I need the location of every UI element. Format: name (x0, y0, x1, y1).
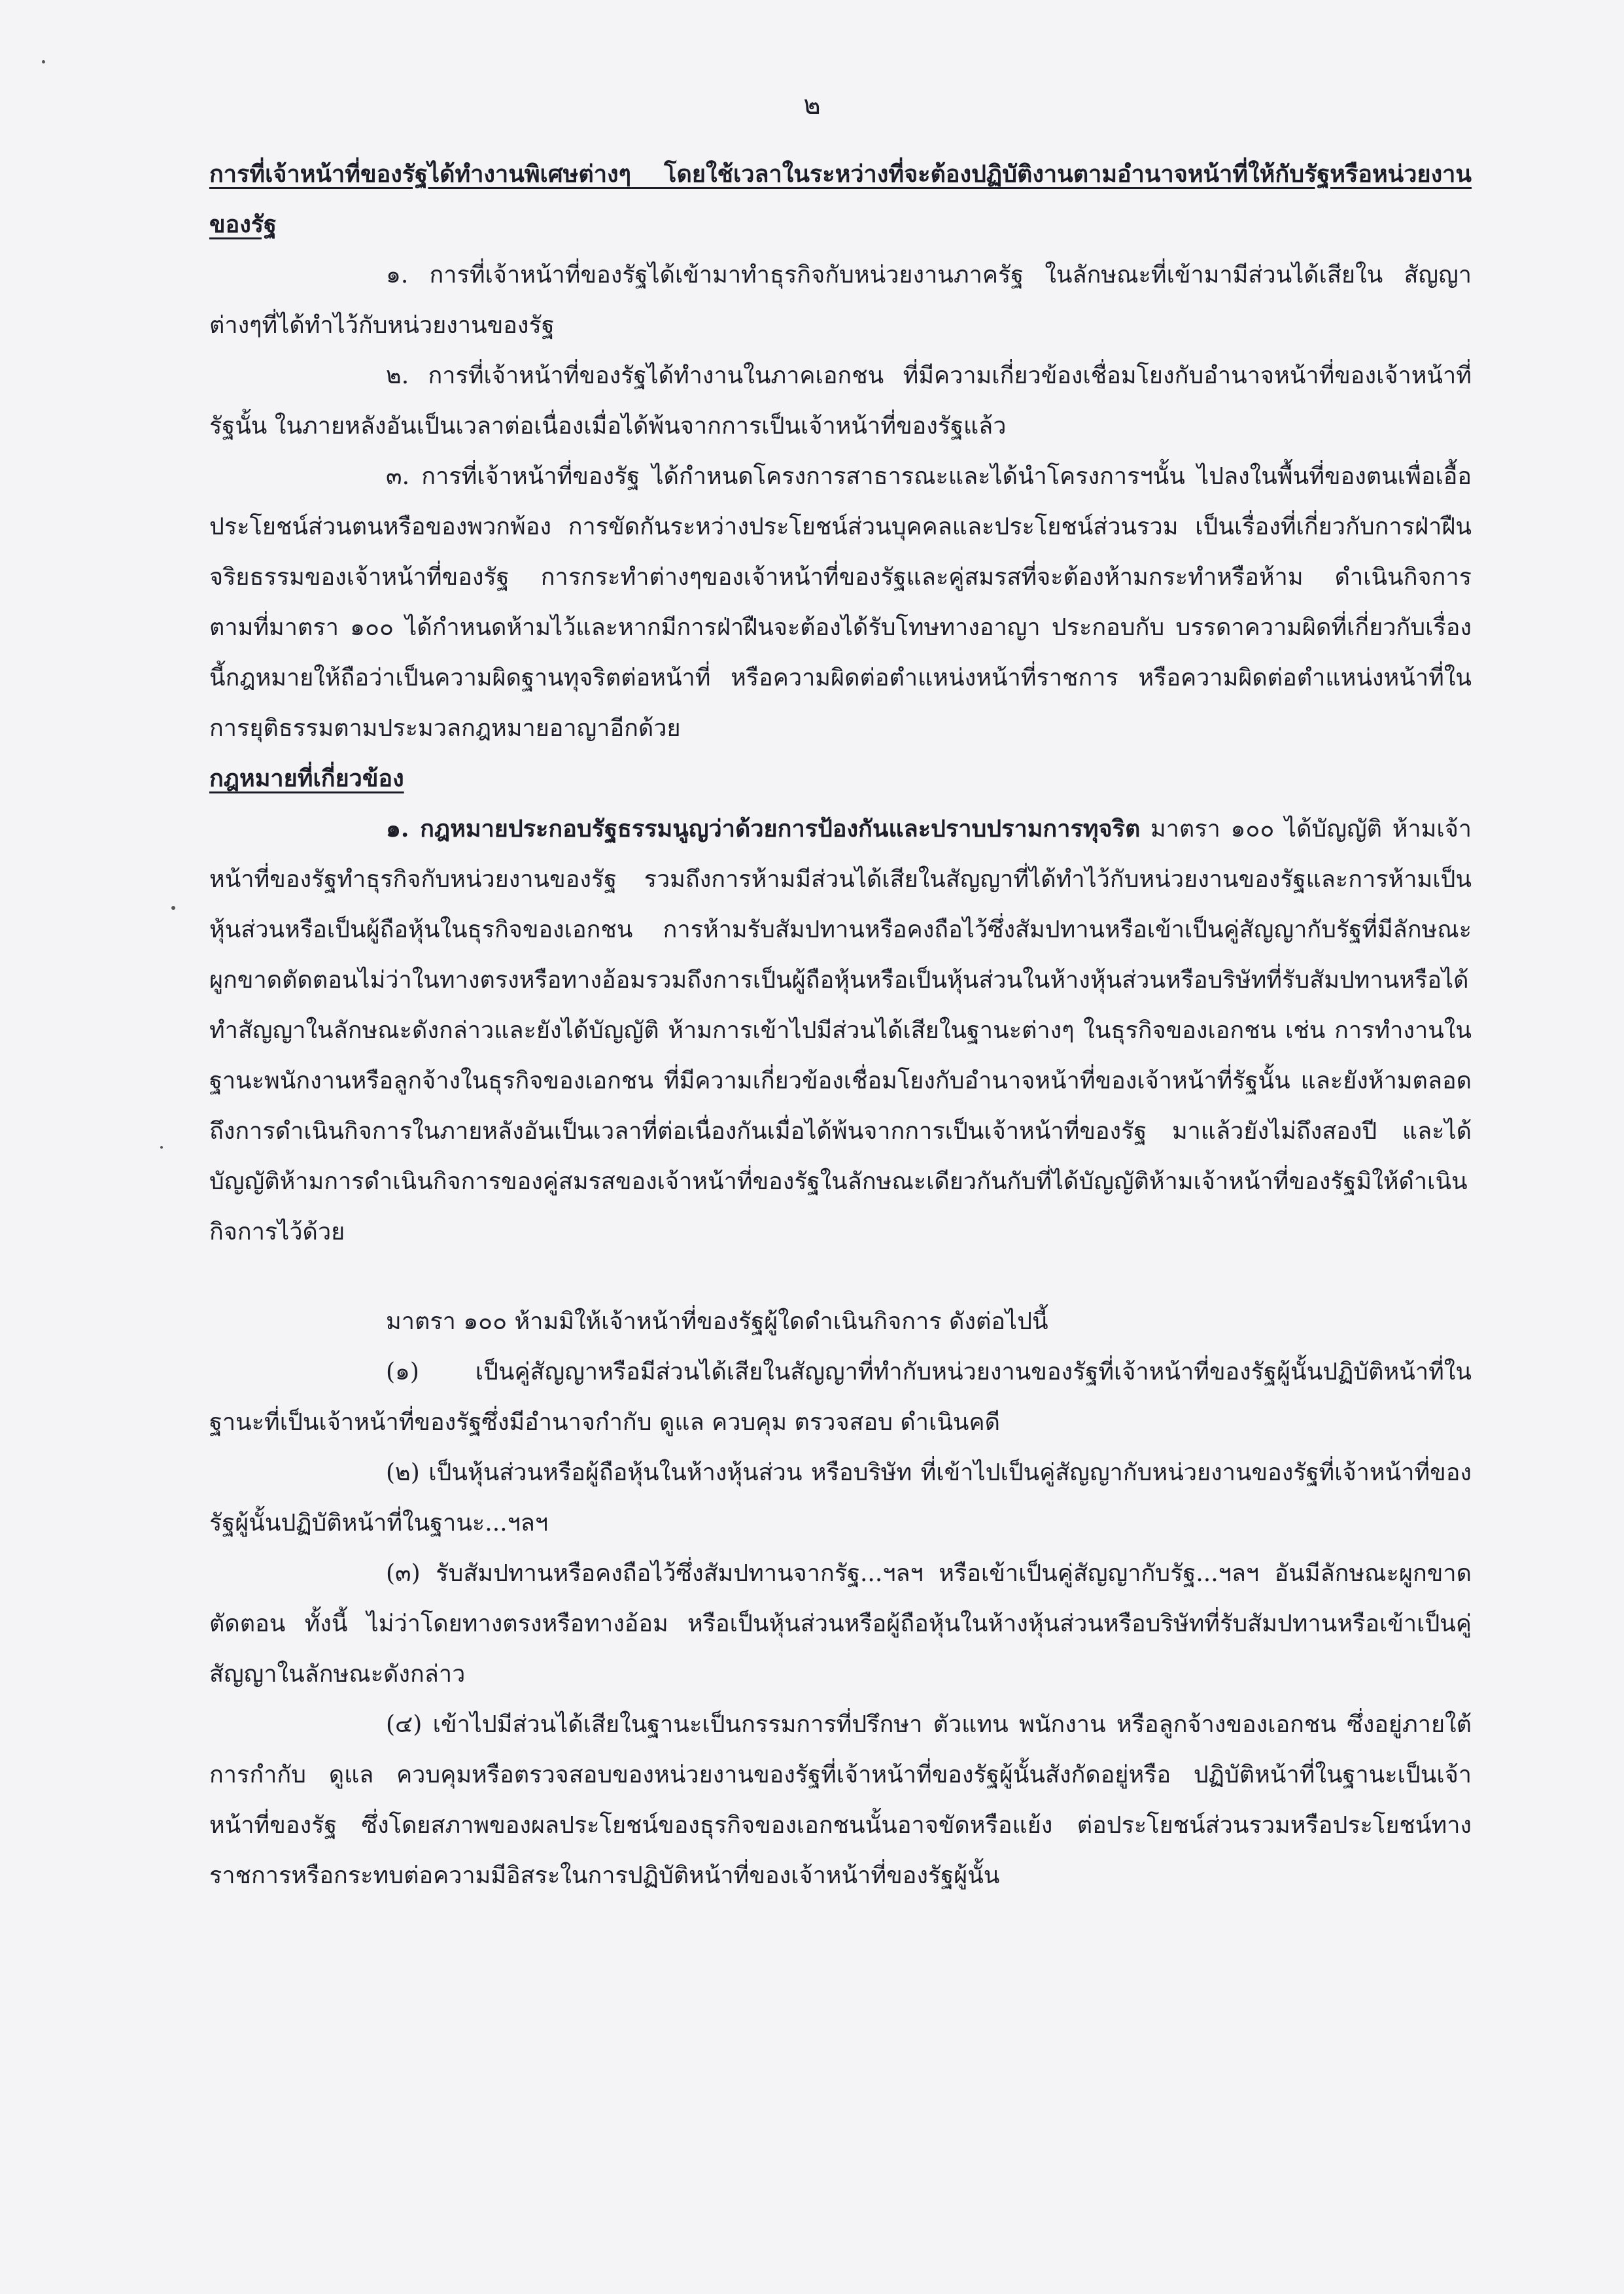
paragraph-item-1: ๑. การที่เจ้าหน้าที่ของรัฐได้เข้ามาทำธุรกิจกับหน่วยงานภาครัฐ ในลักษณะที่เข้ามามีส่วนได้เสียใน สัญญาต่างๆที่ได้ทำไว้กับหน่วยงานของรัฐ (209, 262, 1472, 339)
scan-speck (42, 60, 45, 63)
article-clause-1: (๑) เป็นคู่สัญญาหรือมีส่วนได้เสียในสัญญาที่ทำกับหน่วยงานของรัฐที่เจ้าหน้าที่ของรัฐผู้นั้นปฏิบัติหน้าที่ในฐานะที่เป็นเจ้าหน้าที่ของรัฐซึ่งมีอำนาจกำกับ ดูแล ควบคุม ตรวจสอบ ดำเนินคดี (209, 1359, 1472, 1436)
law-body: มาตรา ๑๐๐ ได้บัญญัติ ห้ามเจ้าหน้าที่ของรัฐทำธุรกิจกับหน่วยงานของรัฐ รวมถึงการห้ามมีส่วนได้เสียในสัญญาที่ได้ทำไว้กับหน่วยงานของรัฐและการห้ามเป็นหุ้นส่วนหรือเป็นผู้ถือหุ้นในธุรกิจของเอกชน การห้ามรับสัมปทานหรือคงถือไว้ซึ่งสัมปทานหรือเข้าเป็นคู่สัญญากับรัฐที่มีลักษณะผูกขาดตัดตอนไม่ว่าในทางตรงหรือทางอ้อมรวมถึงการเป็นผู้ถือหุ้นหรือเป็นหุ้นส่วนในห้างหุ้นส่วนหรือบริษัทที่รับสัมปทานหรือได้ทำสัญญาในลักษณะดังกล่าวและยังได้บัญญัติ ห้ามการเข้าไปมีส่วนได้เสียในฐานะต่างๆ ในธุรกิจของเอกชน เช่น การทำงานในฐานะพนักงานหรือลูกจ้างในธุรกิจของเอกชน ที่มีความเกี่ยวข้องเชื่อมโยงกับอำนาจหน้าที่ของเจ้าหน้าที่รัฐนั้น และยังห้ามตลอดถึงการดำเนินกิจการในภายหลังอันเป็นเวลาที่ต่อเนื่องกันเมื่อได้พ้นจากการเป็นเจ้าหน้าที่ของรัฐ มาแล้วยังไม่ถึงสองปี และได้บัญญัติห้ามการดำเนินกิจการของคู่สมรสของเจ้าหน้าที่ของรัฐในลักษณะเดียวกันกับที่ได้บัญญัติห้ามเจ้าหน้าที่ของรัฐมิให้ดำเนินกิจการไว้ด้วย (209, 816, 1472, 1245)
paragraph-item-3: ๓. การที่เจ้าหน้าที่ของรัฐ ได้กำหนดโครงการสาธารณะและได้นำโครงการฯนั้น ไปลงในพื้นที่ของตนเพื่อเอื้อประโยชน์ส่วนตนหรือของพวกพ้อง การขัดกันระหว่างประโยชน์ส่วนบุคคลและประโยชน์ส่วนรวม เป็นเรื่องที่เกี่ยวกับการฝ่าฝืน จริยธรรมของเจ้าหน้าที่ของรัฐ การกระทำต่างๆของเจ้าหน้าที่ของรัฐและคู่สมรสที่จะต้องห้ามกระทำหรือห้าม ดำเนินกิจการ ตามที่มาตรา ๑๐๐ ได้กำหนดห้ามไว้และหากมีการฝ่าฝืนจะต้องได้รับโทษทางอาญา ประกอบกับ บรรดาความผิดที่เกี่ยวกับเรื่องนี้กฎหมายให้ถือว่าเป็นความผิดฐานทุจริตต่อหน้าที่ หรือความผิดต่อตำแหน่งหน้าที่ราชการ หรือความผิดต่อตำแหน่งหน้าที่ในการยุติธรรมตามประมวลกฎหมายอาญาอีกด้วย (209, 463, 1472, 742)
article-clause-3: (๓) รับสัมปทานหรือคงถือไว้ซึ่งสัมปทานจากรัฐ...ฯลฯ หรือเข้าเป็นคู่สัญญากับรัฐ...ฯลฯ อันมีลักษณะผูกขาดตัดตอน ทั้งนี้ ไม่ว่าโดยทางตรงหรือทางอ้อม หรือเป็นหุ้นส่วนหรือผู้ถือหุ้นในห้างหุ้นส่วนหรือบริษัทที่รับสัมปทานหรือเข้าเป็นคู่สัญญาในลักษณะดังกล่าว (209, 1560, 1472, 1688)
document-body (209, 149, 1472, 1901)
article-clause-4: (๔) เข้าไปมีส่วนได้เสียในฐานะเป็นกรรมการที่ปรึกษา ตัวแทน พนักงาน หรือลูกจ้างของเอกชน ซึ่งอยู่ภายใต้การกำกับ ดูแล ควบคุมหรือตรวจสอบของหน่วยงานของรัฐที่เจ้าหน้าที่ของรัฐผู้นั้นสังกัดอยู่หรือ ปฏิบัติหน้าที่ในฐานะเป็นเจ้าหน้าที่ของรัฐ ซึ่งโดยสภาพของผลประโยชน์ของธุรกิจของเอกชนนั้นอาจขัดหรือแย้ง ต่อประโยชน์ส่วนรวมหรือประโยชน์ทางราชการหรือกระทบต่อความมีอิสระในการปฏิบัติหน้าที่ของเจ้าหน้าที่ของรัฐผู้นั้น (209, 1711, 1472, 1889)
paragraph-law-summary (209, 804, 1472, 1257)
page-number: ๒ (803, 90, 821, 120)
section-heading-related-law: กฎหมายที่เกี่ยวข้อง (209, 765, 404, 792)
law-title: ๑. กฎหมายประกอบรัฐธรรมนูญว่าด้วยการป้องกันและปราบปรามการทุจริต (386, 815, 1141, 843)
paragraph-item-2: ๒. การที่เจ้าหน้าที่ของรัฐได้ทำงานในภาคเอกชน ที่มีความเกี่ยวข้องเชื่อมโยงกับอำนาจหน้าที่ของเจ้าหน้าที่รัฐนั้น ในภายหลังอันเป็นเวลาต่อเนื่องเมื่อได้พ้นจากการเป็นเจ้าหน้าที่ของรัฐแล้ว (209, 362, 1472, 440)
article-100-intro: มาตรา ๑๐๐ ห้ามมิให้เจ้าหน้าที่ของรัฐผู้ใดดำเนินกิจการ ดังต่อไปนี้ (386, 1308, 1048, 1335)
spacer (209, 1257, 1472, 1296)
scan-speck (171, 906, 175, 910)
scan-speck (160, 1146, 163, 1149)
section-heading-special-work: การที่เจ้าหน้าที่ของรัฐได้ทำงานพิเศษต่างๆ โดยใช้เวลาในระหว่างที่จะต้องปฏิบัติงานตามอำนาจหน้าที่ให้กับรัฐหรือหน่วยงานของรัฐ (209, 160, 1472, 238)
article-clause-2: (๒) เป็นหุ้นส่วนหรือผู้ถือหุ้นในห้างหุ้นส่วน หรือบริษัท ที่เข้าไปเป็นคู่สัญญากับหน่วยงานของรัฐที่เจ้าหน้าที่ของรัฐผู้นั้นปฏิบัติหน้าที่ในฐานะ...ฯลฯ (209, 1459, 1472, 1537)
